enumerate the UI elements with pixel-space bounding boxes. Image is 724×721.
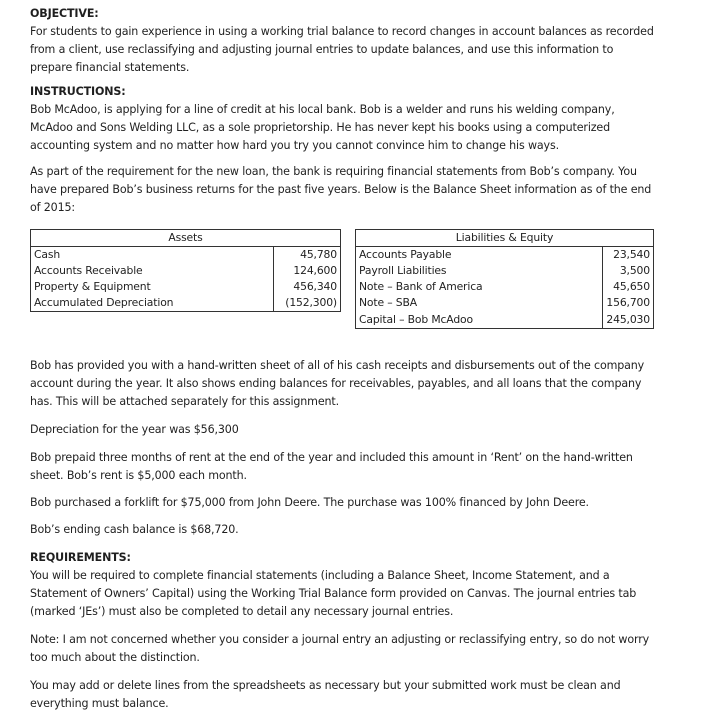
asset-label: Property & Equipment (31, 279, 274, 295)
liability-value: 23,540 (603, 247, 654, 264)
rent-line: sheet. Bob’s rent is $5,000 each month. (30, 469, 247, 482)
details-paragraph (30, 357, 670, 411)
final-line: everything must balance. (30, 697, 169, 710)
asset-label: Accounts Receivable (31, 263, 274, 279)
instructions-line: have prepared Bob’s business returns for the past five years. Below is the Balance Sheet information as of the end (30, 183, 652, 196)
liabilities-header: Liabilities & Equity (356, 230, 654, 247)
table-row (31, 247, 654, 264)
rent-paragraph (30, 449, 670, 485)
table-row (31, 279, 654, 295)
requirements-heading: REQUIREMENTS: (30, 551, 131, 564)
instructions-heading: INSTRUCTIONS: (30, 85, 126, 98)
final-line: You may add or delete lines from the spreadsheets as necessary but your submitted work must be clean and (30, 679, 621, 692)
liability-label: Accounts Payable (356, 247, 603, 264)
instructions-line: McAdoo and Sons Welding LLC, as a sole proprietorship. He has never kept his books using a computerized (30, 121, 610, 134)
requirements-line: You will be required to complete financial statements (including a Balance Sheet, Income Statement, and a (30, 569, 610, 582)
liability-label: Capital – Bob McAdoo (356, 312, 603, 329)
liability-value: 156,700 (603, 295, 654, 312)
instructions-line: accounting system and no matter how hard you try you cannot convince him to change his ways. (30, 139, 559, 152)
table-row (31, 312, 654, 329)
table-row (31, 295, 654, 312)
instructions-line: As part of the requirement for the new loan, the bank is requiring financial statements from Bob’s company. You (30, 165, 637, 178)
rent-line: Bob prepaid three months of rent at the end of the year and included this amount in ‘Rent’ on the hand-written (30, 451, 633, 464)
asset-value: 45,780 (274, 247, 341, 264)
objective-line: prepare financial statements. (30, 61, 190, 74)
instructions-paragraph-2 (30, 163, 670, 217)
balance-sheet-table (30, 229, 654, 329)
asset-value: 456,340 (274, 279, 341, 295)
instructions-section (30, 83, 670, 155)
note-paragraph (30, 631, 670, 667)
liability-value: 3,500 (603, 263, 654, 279)
objective-section (30, 5, 670, 77)
asset-label: Accumulated Depreciation (31, 295, 274, 312)
cash-note (30, 521, 670, 539)
liability-value: 45,650 (603, 279, 654, 295)
objective-line: For students to gain experience in using a working trial balance to record changes in account balances as recorded (30, 25, 654, 38)
instructions-line: Bob McAdoo, is applying for a line of credit at his local bank. Bob is a welder and runs his welding company, (30, 103, 615, 116)
liability-value: 245,030 (603, 312, 654, 329)
note-line: Note: I am not concerned whether you consider a journal entry an adjusting or reclassifying entry, so do not worry (30, 633, 650, 646)
table-header-row (31, 230, 654, 247)
objective-heading: OBJECTIVE: (30, 7, 99, 20)
requirements-line: Statement of Owners’ Capital) using the Working Trial Balance form provided on Canvas. The journal entries tab (30, 587, 637, 600)
liability-label: Note – Bank of America (356, 279, 603, 295)
forklift-note (30, 494, 670, 512)
requirements-line: (marked ‘JEs’) must also be completed to detail any necessary journal entries. (30, 605, 454, 618)
note-line: too much about the distinction. (30, 651, 200, 664)
asset-label: Cash (31, 247, 274, 264)
details-line: Bob has provided you with a hand-written sheet of all of his cash receipts and disbursements out of the company (30, 359, 645, 372)
table-row (31, 263, 654, 279)
forklift-line: Bob purchased a forklift for $75,000 from John Deere. The purchase was 100% financed by John Deere. (30, 496, 589, 509)
details-line: account during the year. It also shows ending balances for receivables, payables, and all loans that the company (30, 377, 642, 390)
assets-header: Assets (31, 230, 341, 247)
liability-label: Note – SBA (356, 295, 603, 312)
final-paragraph (30, 677, 670, 713)
objective-line: from a client, use reclassifying and adjusting journal entries to update balances, and use this information to (30, 43, 614, 56)
instructions-line: of 2015: (30, 201, 75, 214)
asset-value: 124,600 (274, 263, 341, 279)
asset-value: (152,300) (274, 295, 341, 312)
cash-line: Bob’s ending cash balance is $68,720. (30, 523, 239, 536)
requirements-section (30, 549, 670, 621)
details-line: has. This will be attached separately for this assignment. (30, 395, 339, 408)
depreciation-line: Depreciation for the year was $56,300 (30, 423, 239, 436)
liability-label: Payroll Liabilities (356, 263, 603, 279)
depreciation-note (30, 421, 670, 439)
